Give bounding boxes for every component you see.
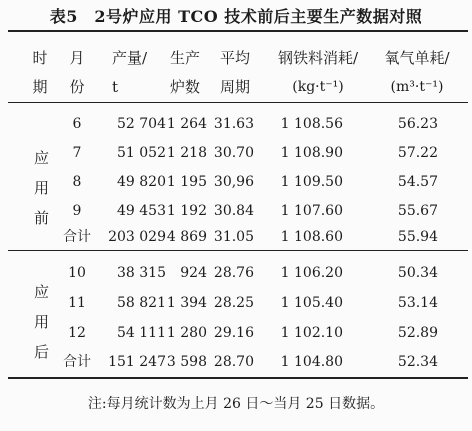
header-oxygen-2: (m³·t⁻¹) xyxy=(390,79,444,95)
header-output-2: t xyxy=(112,78,119,96)
header-rule xyxy=(8,102,468,103)
header-period-2: 期 xyxy=(32,78,48,96)
header-period-1: 时 xyxy=(32,49,48,67)
header-furnaces-2: 炉数 xyxy=(169,78,201,96)
header-oxygen-1: 氧气单耗/ xyxy=(384,49,450,67)
header-cycle-1: 平均 xyxy=(219,49,251,67)
table-title: 表5 2号炉应用 TCO 技术前后主要生产数据对照 xyxy=(49,7,423,26)
header-month-1: 月 xyxy=(69,49,85,67)
header-output-1: 产量/ xyxy=(112,49,148,67)
header-steel-1: 钢铁料消耗/ xyxy=(277,49,359,67)
bottom-rule xyxy=(8,377,468,379)
group-divider xyxy=(8,250,468,251)
group-label-after: 应 用 后 xyxy=(34,283,50,361)
top-rule xyxy=(8,30,468,32)
header-steel-2: (kg·t⁻¹) xyxy=(292,79,344,95)
group-label-before: 应 用 前 xyxy=(34,149,50,227)
table-note: 注:每月统计数为上月 26 日～当月 25 日数据。 xyxy=(87,396,385,412)
header-cycle-2: 周期 xyxy=(219,78,251,96)
header-furnaces-1: 生产 xyxy=(169,49,201,67)
header-month-2: 份 xyxy=(69,78,85,96)
